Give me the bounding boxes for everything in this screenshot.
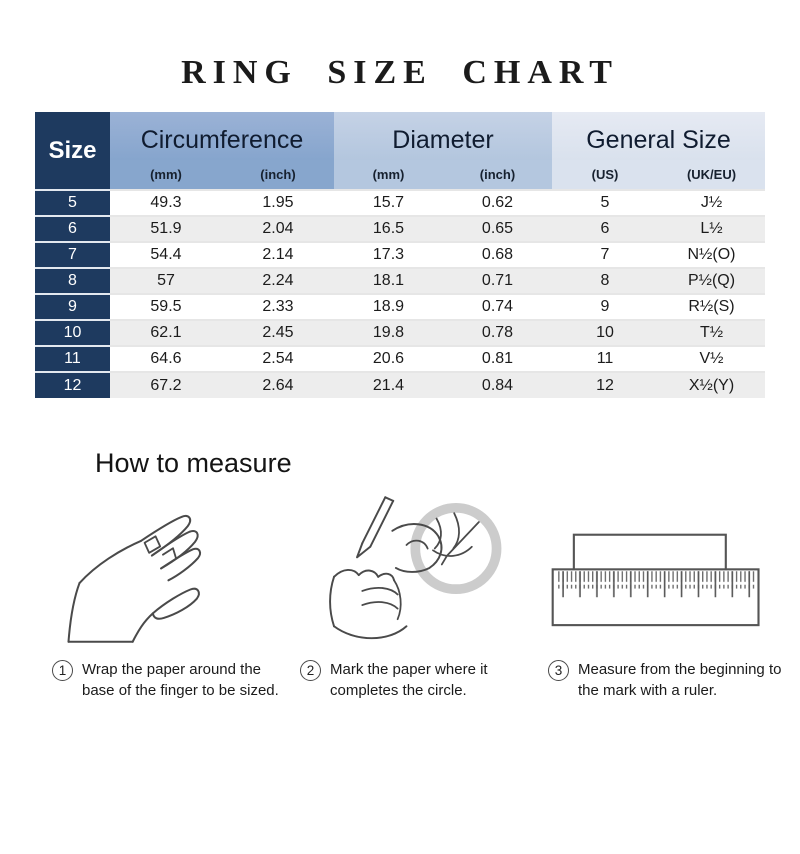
circumference-mm: 57 xyxy=(110,268,222,294)
diameter-group-header: Diameter xyxy=(334,112,552,160)
page-title: RING SIZE CHART xyxy=(181,54,619,91)
size-value: 10 xyxy=(35,320,110,346)
diameter-inch: 0.68 xyxy=(443,242,552,268)
step-1-text: Wrap the paper around the base of the finger to be sized. xyxy=(82,661,279,699)
diameter-mm: 18.9 xyxy=(334,294,443,320)
circumference-mm: 62.1 xyxy=(110,320,222,346)
diameter-inch-header: (inch) xyxy=(443,160,552,190)
diameter-inch: 0.78 xyxy=(443,320,552,346)
circumference-inch: 2.04 xyxy=(222,216,334,242)
table-row xyxy=(35,242,765,268)
step-2-illustration xyxy=(286,491,534,651)
step-2-text: Mark the paper where it completes the circle. xyxy=(330,661,488,699)
step-1-caption xyxy=(38,659,286,701)
step-1-number: 1 xyxy=(52,660,73,681)
ukeu-size: X½(Y) xyxy=(658,372,765,398)
diameter-mm: 19.8 xyxy=(334,320,443,346)
circumference-inch: 2.45 xyxy=(222,320,334,346)
us-size: 6 xyxy=(552,216,658,242)
step-2-caption xyxy=(286,659,534,701)
step-3-caption xyxy=(534,659,782,701)
circumference-mm-header: (mm) xyxy=(110,160,222,190)
size-value: 6 xyxy=(35,216,110,242)
ukeu-size: N½(O) xyxy=(658,242,765,268)
diameter-mm: 16.5 xyxy=(334,216,443,242)
step-2-number: 2 xyxy=(300,660,321,681)
ukeu-size: L½ xyxy=(658,216,765,242)
ring-size-table xyxy=(35,112,765,398)
step-3-illustration xyxy=(534,491,782,651)
us-size: 7 xyxy=(552,242,658,268)
us-size: 5 xyxy=(552,190,658,216)
size-value: 7 xyxy=(35,242,110,268)
circumference-inch: 1.95 xyxy=(222,190,334,216)
circumference-mm: 67.2 xyxy=(110,372,222,398)
step-1-illustration xyxy=(38,491,286,651)
us-size: 9 xyxy=(552,294,658,320)
general-size-group-header: General Size xyxy=(552,112,765,160)
table-row xyxy=(35,294,765,320)
size-column-header: Size xyxy=(35,112,110,190)
table-row xyxy=(35,190,765,216)
size-value: 11 xyxy=(35,346,110,372)
circumference-mm: 59.5 xyxy=(110,294,222,320)
how-to-measure-heading: How to measure xyxy=(95,448,292,478)
diameter-mm: 21.4 xyxy=(334,372,443,398)
us-size: 10 xyxy=(552,320,658,346)
measure-steps xyxy=(38,491,782,701)
hand-with-paper-strip-icon xyxy=(52,495,272,651)
circumference-inch: 2.64 xyxy=(222,372,334,398)
circumference-mm: 49.3 xyxy=(110,190,222,216)
size-value: 5 xyxy=(35,190,110,216)
table-row xyxy=(35,268,765,294)
table-row xyxy=(35,372,765,398)
diameter-inch: 0.81 xyxy=(443,346,552,372)
diameter-inch: 0.62 xyxy=(443,190,552,216)
measure-step-3 xyxy=(534,491,782,701)
circumference-mm: 51.9 xyxy=(110,216,222,242)
circumference-inch: 2.14 xyxy=(222,242,334,268)
table-row xyxy=(35,346,765,372)
table-row xyxy=(35,216,765,242)
diameter-inch: 0.71 xyxy=(443,268,552,294)
step-3-number: 3 xyxy=(548,660,569,681)
ukeu-size: T½ xyxy=(658,320,765,346)
circumference-inch: 2.54 xyxy=(222,346,334,372)
us-size: 12 xyxy=(552,372,658,398)
ukeu-size: R½(S) xyxy=(658,294,765,320)
diameter-inch: 0.65 xyxy=(443,216,552,242)
diameter-inch: 0.74 xyxy=(443,294,552,320)
us-size-header: (US) xyxy=(552,160,658,190)
pen-marking-paper-icon xyxy=(304,492,516,651)
ring-size-chart-page xyxy=(0,54,800,854)
size-value: 9 xyxy=(35,294,110,320)
circumference-inch-header: (inch) xyxy=(222,160,334,190)
table-row xyxy=(35,320,765,346)
size-value: 12 xyxy=(35,372,110,398)
diameter-mm: 20.6 xyxy=(334,346,443,372)
us-size: 8 xyxy=(552,268,658,294)
circumference-inch: 2.33 xyxy=(222,294,334,320)
circumference-group-header: Circumference xyxy=(110,112,334,160)
ukeu-size: P½(Q) xyxy=(658,268,765,294)
ruler-with-paper-icon xyxy=(545,498,771,633)
diameter-mm: 18.1 xyxy=(334,268,443,294)
diameter-mm-header: (mm) xyxy=(334,160,443,190)
circumference-inch: 2.24 xyxy=(222,268,334,294)
ukeu-size: V½ xyxy=(658,346,765,372)
step-3-text: Measure from the beginning to the mark with a ruler. xyxy=(578,661,782,699)
circumference-mm: 64.6 xyxy=(110,346,222,372)
diameter-mm: 15.7 xyxy=(334,190,443,216)
us-size: 11 xyxy=(552,346,658,372)
circumference-mm: 54.4 xyxy=(110,242,222,268)
measure-step-2 xyxy=(286,491,534,701)
diameter-inch: 0.84 xyxy=(443,372,552,398)
ukeu-size-header: (UK/EU) xyxy=(658,160,765,190)
measure-step-1 xyxy=(38,491,286,701)
ukeu-size: J½ xyxy=(658,190,765,216)
size-value: 8 xyxy=(35,268,110,294)
diameter-mm: 17.3 xyxy=(334,242,443,268)
